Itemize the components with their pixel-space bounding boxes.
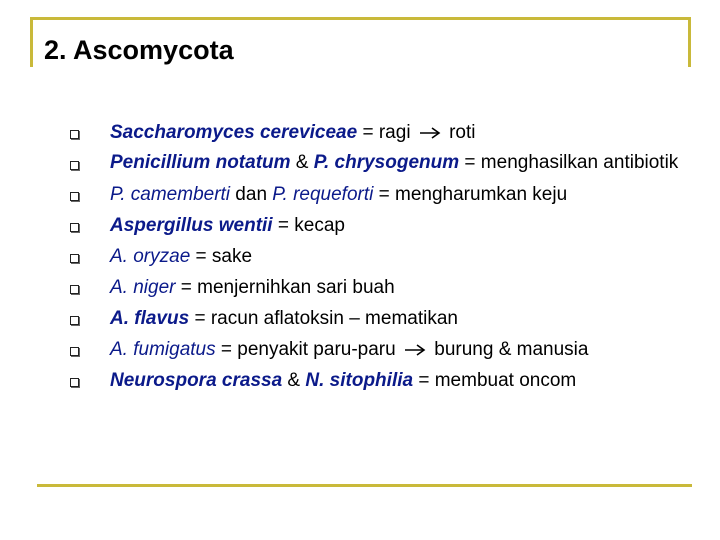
square-bullet-icon bbox=[70, 316, 79, 325]
list-item bbox=[68, 241, 688, 272]
species-name: A. flavus bbox=[110, 308, 190, 329]
item-text: = menjernihkan sari buah bbox=[175, 277, 395, 298]
slide-title: 2. Ascomycota bbox=[44, 35, 234, 65]
item-text: dan bbox=[230, 184, 273, 205]
species-name: A. oryzae bbox=[110, 246, 191, 267]
square-bullet-icon bbox=[70, 254, 79, 263]
frame-bottom-rule bbox=[37, 484, 692, 487]
list-item bbox=[68, 334, 688, 365]
item-text: = penyakit paru-paru bbox=[215, 339, 401, 360]
item-text: = ragi bbox=[357, 122, 416, 143]
list-item bbox=[68, 272, 688, 303]
item-text: = membuat oncom bbox=[413, 370, 577, 391]
item-text: = kecap bbox=[272, 215, 345, 236]
list-item bbox=[68, 303, 688, 334]
square-bullet-icon bbox=[70, 285, 79, 294]
item-text: = sake bbox=[190, 246, 253, 267]
square-bullet-icon bbox=[70, 130, 79, 139]
species-name: P. requeforti bbox=[272, 184, 374, 205]
square-bullet-icon bbox=[70, 223, 79, 232]
item-text: & bbox=[290, 152, 314, 173]
arrow-right-icon bbox=[404, 344, 426, 356]
item-text: = racun aflatoksin – mematikan bbox=[189, 308, 458, 329]
frame-top-rule bbox=[30, 17, 691, 20]
species-name: Penicillium notatum bbox=[110, 152, 291, 173]
frame-left-rule bbox=[30, 17, 33, 67]
item-text: = menghasilkan antibiotik bbox=[459, 152, 679, 173]
species-name: A. niger bbox=[110, 277, 176, 298]
list-item bbox=[68, 365, 688, 396]
list-item bbox=[68, 148, 688, 179]
organism-list bbox=[68, 117, 688, 396]
list-item bbox=[68, 210, 688, 241]
list-item bbox=[68, 179, 688, 210]
species-name: Neurospora crassa bbox=[110, 370, 283, 391]
arrow-right-icon bbox=[419, 127, 441, 139]
frame-right-rule bbox=[688, 17, 691, 67]
square-bullet-icon bbox=[70, 161, 79, 170]
species-name: Saccharomyces cereviceae bbox=[110, 122, 358, 143]
item-text: roti bbox=[443, 122, 476, 143]
species-name: N. sitophilia bbox=[305, 370, 414, 391]
item-text: burung & manusia bbox=[428, 339, 589, 360]
square-bullet-icon bbox=[70, 378, 79, 387]
species-name: Aspergillus wentii bbox=[110, 215, 273, 236]
item-text: & bbox=[282, 370, 306, 391]
item-text: = mengharumkan keju bbox=[373, 184, 568, 205]
species-name: A. fumigatus bbox=[110, 339, 216, 360]
square-bullet-icon bbox=[70, 347, 79, 356]
square-bullet-icon bbox=[70, 192, 79, 201]
species-name: P. chrysogenum bbox=[313, 152, 460, 173]
species-name: P. camemberti bbox=[110, 184, 231, 205]
list-item bbox=[68, 117, 688, 148]
